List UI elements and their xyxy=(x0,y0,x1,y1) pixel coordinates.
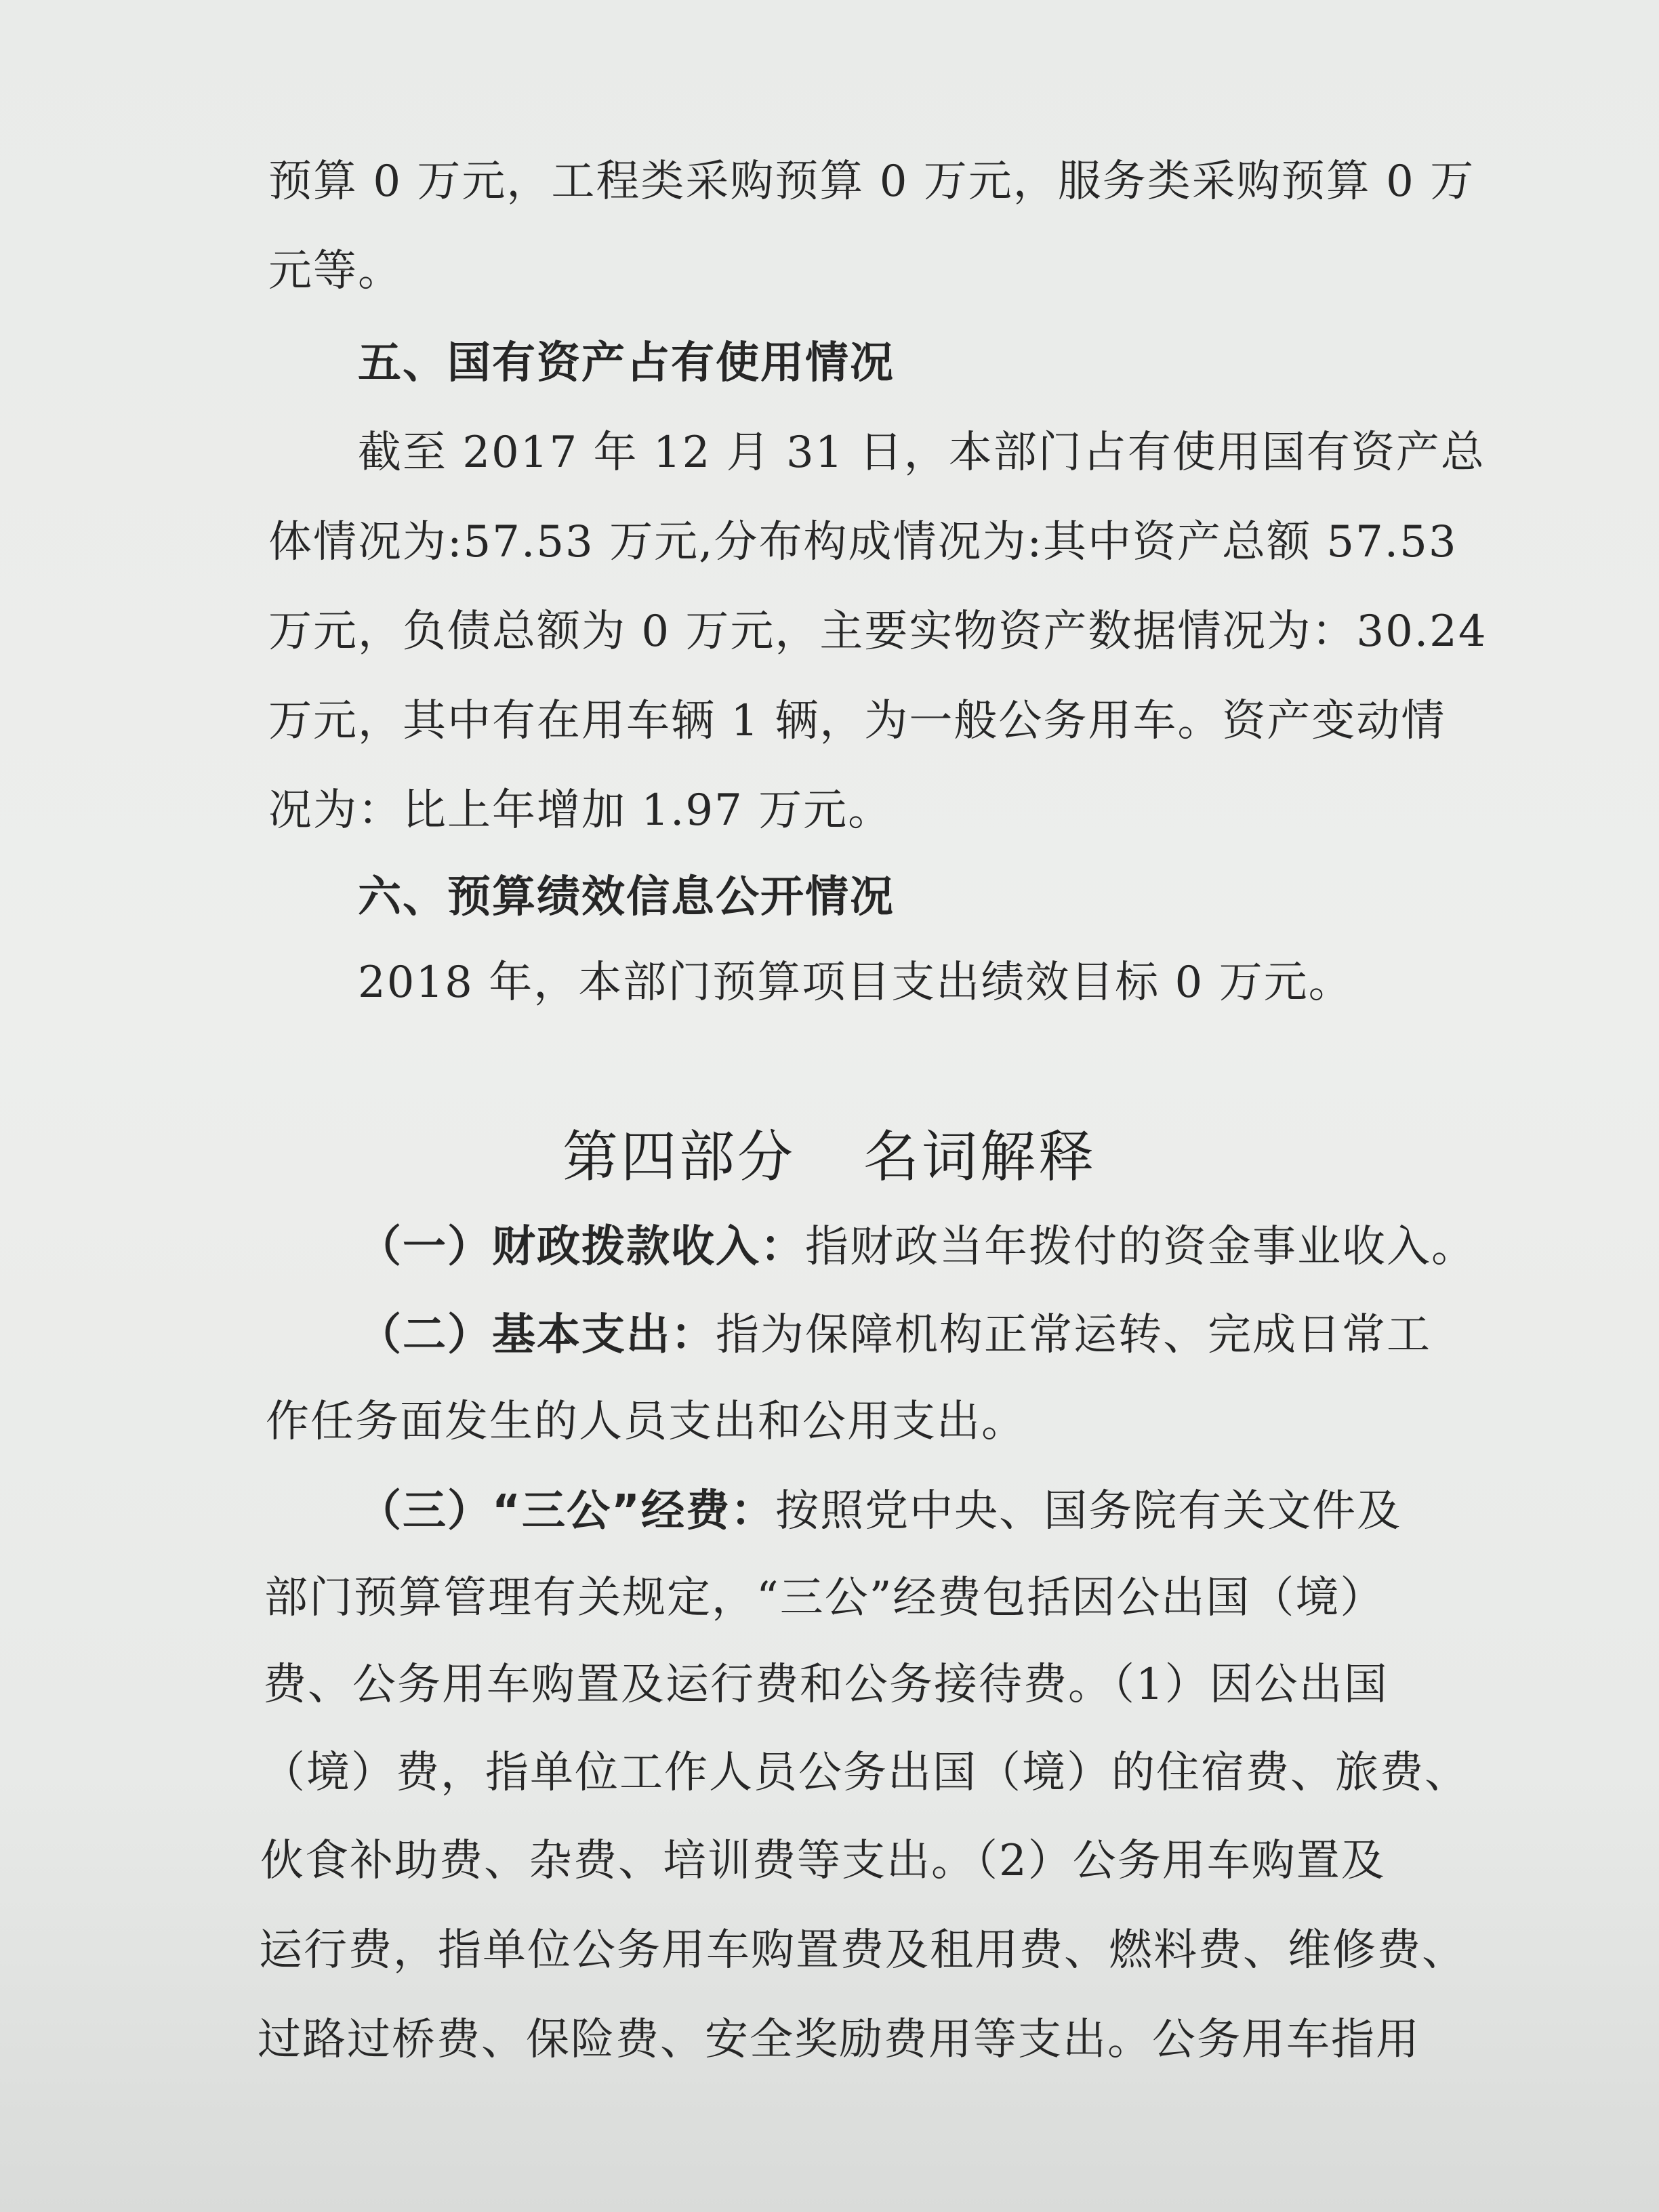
section-heading-5: 五、国有资产占有使用情况 xyxy=(358,338,895,388)
part-title-number: 第四部分 xyxy=(562,1125,796,1189)
term-2 xyxy=(358,1308,1431,1362)
paragraph-line: 况为：比上年增加 1.97 万元。 xyxy=(268,785,893,836)
paragraph-line: 伙食补助费、杂费、培训费等支出。（2）公务用车购置及 xyxy=(260,1836,1386,1886)
term-3-text: 按照党中央、国务院有关文件及 xyxy=(775,1486,1402,1536)
paragraph-line: 万元，其中有在用车辆 1 辆，为一般公务用车。资产变动情 xyxy=(268,696,1446,746)
paragraph-line: 截至 2017 年 12 月 31 日，本部门占有使用国有资产总 xyxy=(358,428,1486,478)
paragraph-line: （境）费，指单位工作人员公务出国（境）的住宿费、旅费、 xyxy=(262,1748,1469,1798)
paragraph-line: 预算 0 万元，工程类采购预算 0 万元，服务类采购预算 0 万 xyxy=(268,157,1475,207)
part-title-name: 名词解释 xyxy=(863,1125,1097,1189)
paragraph-line: 体情况为:57.53 万元,分布构成情况为:其中资产总额 57.53 xyxy=(268,517,1458,567)
paragraph-line: 费、公务用车购置及运行费和公务接待费。（1）因公出国 xyxy=(263,1660,1389,1710)
term-1-text: 指财政当年拨付的资金事业收入。 xyxy=(805,1222,1476,1272)
term-2-text: 指为保障机构正常运转、完成日常工 xyxy=(716,1310,1431,1360)
term-2-label: （二）基本支出： xyxy=(358,1310,716,1360)
section-heading-6: 六、预算绩效信息公开情况 xyxy=(358,872,895,922)
term-3-label: （三）“三公”经费： xyxy=(358,1486,776,1536)
term-1 xyxy=(358,1220,1476,1274)
paragraph-line: 部门预算管理有关规定，“三公”经费包括因公出国（境） xyxy=(264,1573,1385,1623)
term-1-label: （一）财政拨款收入： xyxy=(358,1222,805,1272)
paragraph-line: 万元，负债总额为 0 万元，主要实物资产数据情况为：30.24 xyxy=(268,607,1488,657)
term-3 xyxy=(358,1484,1401,1538)
paragraph-line: 元等。 xyxy=(268,246,403,296)
paragraph-line: 运行费，指单位公务用车购置费及租用费、燃料费、维修费、 xyxy=(259,1925,1467,1975)
paragraph-line: 过路过桥费、保险费、安全奖励费用等支出。公务用车指用 xyxy=(258,2015,1420,2065)
paragraph-line: 作任务面发生的人员支出和公用支出。 xyxy=(266,1397,1026,1447)
part-title xyxy=(0,1125,1659,1190)
paragraph-line: 2018 年，本部门预算项目支出绩效目标 0 万元。 xyxy=(358,958,1353,1008)
